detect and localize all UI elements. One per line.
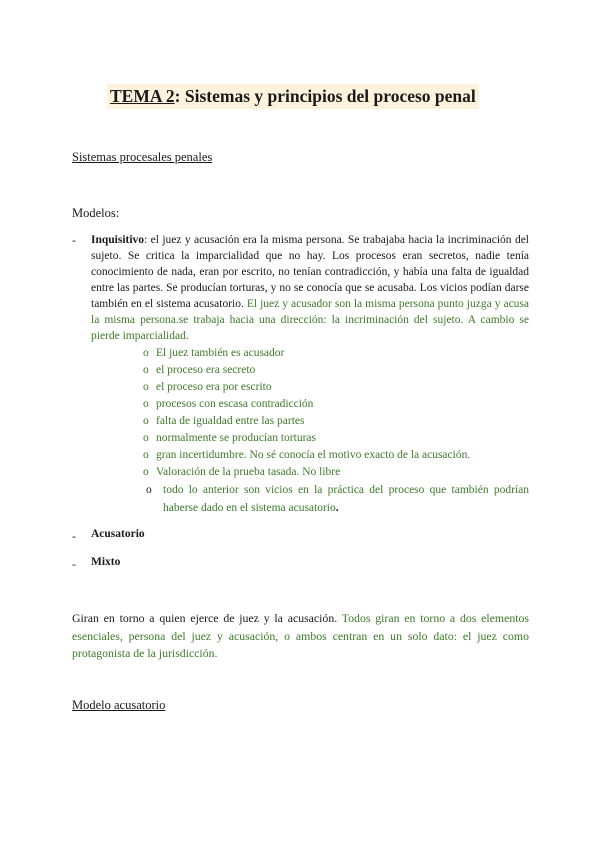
dash-acusatorio: -: [72, 529, 76, 543]
bullet-marker: o: [143, 347, 149, 359]
bullet-marker: o: [143, 415, 149, 427]
bullet-marker: o: [143, 364, 149, 376]
list-item: o el proceso era por escrito: [143, 379, 529, 396]
summary-green: Todos giran en torno a dos elementos esenciales, persona del juez y acusación, o ambos centran en un solo dato: el juez como protagonista de la jurisdicción.: [72, 611, 529, 660]
bullet-marker: o: [143, 449, 149, 461]
inquisitivo-body: : el juez y acusación era la misma persona. Se trabajaba hacia la incriminación del sujeto. Se critica la imparcialidad que no hay. Los procesos eran secretos, nadie tenía conocimiento de nada, eran por escrito, no tenían contradicción, y había una falta de igualdad entre las partes. Se producían torturas, y no se conocía que se acusaba. Los vicios podían darse también en el sistema acusatorio.: [91, 234, 529, 310]
bullet-marker: o: [143, 398, 149, 410]
dash-mixto: -: [72, 557, 76, 571]
bullet-marker: o: [143, 432, 149, 444]
models-label: Modelos:: [72, 206, 120, 220]
bullet-marker: o: [146, 484, 152, 496]
list-item: o el proceso era secreto: [143, 362, 529, 379]
summary-paragraph: [72, 610, 529, 663]
list-item: o normalmente se producían torturas: [143, 430, 529, 447]
title-rest: : Sistemas y principios del proceso penal: [174, 86, 476, 106]
list-item: o todo lo anterior son vicios en la práctica del proceso que también podrían haberse dado en el sistema acusatorio.: [146, 484, 529, 514]
title-prefix: TEMA 2: [110, 86, 175, 106]
inquisitivo-paragraph: [91, 232, 529, 344]
section-heading-sistemas: Sistemas procesales penales: [72, 150, 213, 164]
list-item: o Valoración de la prueba tasada. No libre: [143, 464, 529, 481]
section-heading-acusatorio: Modelo acusatorio: [72, 698, 166, 712]
page-title: [107, 84, 479, 109]
mixto-label: Mixto: [91, 556, 121, 568]
list-item: o gran incertidumbre. No sé conocía el motivo exacto de la acusación.: [143, 447, 529, 464]
bullet-marker: o: [143, 466, 149, 478]
acusatorio-label: Acusatorio: [91, 528, 145, 540]
inquisitivo-note: El juez y acusador son la misma persona punto juzga y acusa la misma persona.se trabaja hacia una dirección: la incriminación del sujeto. A cambio se pierde imparcialidad.: [91, 298, 529, 342]
inquisitivo-term: Inquisitivo: [91, 234, 145, 246]
list-item: o falta de igualdad entre las partes: [143, 413, 529, 430]
bullet-marker: o: [143, 381, 149, 393]
list-item: o procesos con escasa contradicción: [143, 396, 529, 413]
list-item: o El juez también es acusador: [143, 345, 529, 362]
dash-inquisitivo: -: [72, 233, 76, 247]
inquisitivo-sublist: [143, 345, 529, 517]
summary-black: Giran en torno a quien ejerce de juez y la acusación.: [72, 611, 338, 625]
